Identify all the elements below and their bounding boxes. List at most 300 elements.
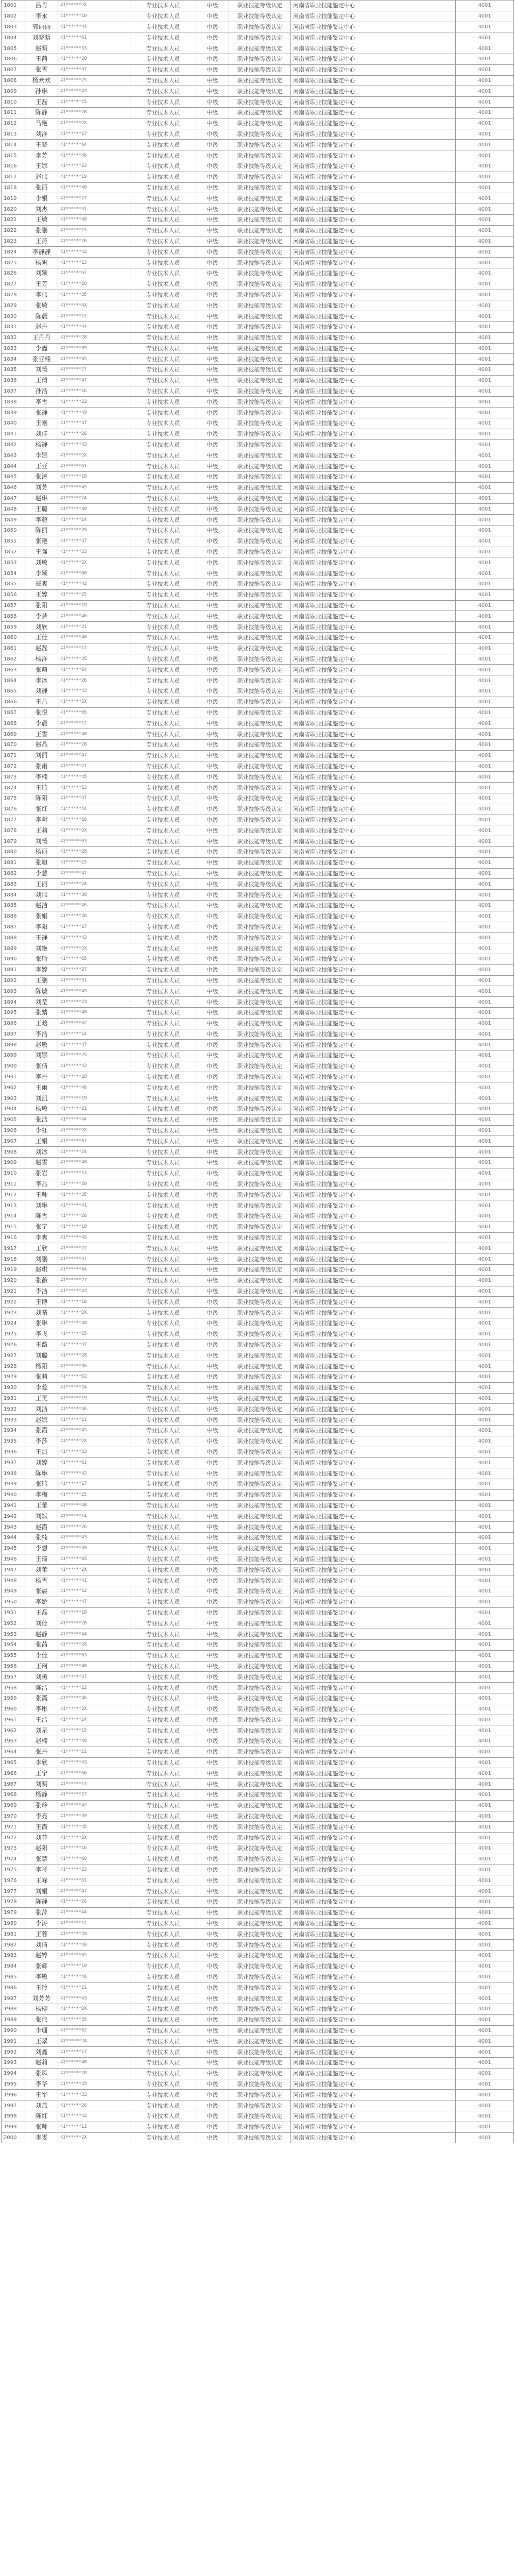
id-number-cell: 41******40 xyxy=(58,1661,130,1672)
code-cell: 4001 xyxy=(456,943,514,954)
table-row xyxy=(2,557,514,568)
organization-cell: 河南省职业技能鉴定中心 xyxy=(291,729,456,740)
exam-type-cell: 职业技能等级认定 xyxy=(229,643,291,654)
name-cell: 赵明 xyxy=(25,43,58,54)
code-cell: 4001 xyxy=(456,493,514,504)
organization-cell: 河南省职业技能鉴定中心 xyxy=(291,890,456,901)
exam-type-cell: 职业技能等级认定 xyxy=(229,1833,291,1843)
id-number-cell: 41******24 xyxy=(58,879,130,890)
organization-cell: 河南省职业技能鉴定中心 xyxy=(291,1372,456,1383)
table-row xyxy=(2,1543,514,1554)
seq-cell: 1978 xyxy=(2,1897,25,1908)
id-number-cell: 41******2X xyxy=(58,118,130,129)
level-cell: 中级 xyxy=(196,1607,229,1618)
name-cell: 王茜 xyxy=(25,54,58,64)
id-number-cell: 41******16 xyxy=(58,1843,130,1854)
exam-type-cell: 职业技能等级认定 xyxy=(229,1597,291,1607)
name-cell: 张静 xyxy=(25,408,58,418)
seq-cell: 1987 xyxy=(2,1993,25,2004)
level-cell: 中级 xyxy=(196,1650,229,1661)
category-cell: 专业技术人员 xyxy=(130,1082,196,1093)
exam-type-cell: 职业技能等级认定 xyxy=(229,2047,291,2058)
name-cell: 张晨 xyxy=(25,1586,58,1597)
seq-cell: 1922 xyxy=(2,1297,25,1308)
name-cell: 刘璐 xyxy=(25,1350,58,1361)
seq-cell: 1898 xyxy=(2,1040,25,1050)
seq-cell: 1868 xyxy=(2,718,25,729)
level-cell: 中级 xyxy=(196,1447,229,1458)
id-number-cell: 41******46 xyxy=(58,900,130,911)
level-cell: 中级 xyxy=(196,1275,229,1286)
organization-cell: 河南省职业技能鉴定中心 xyxy=(291,1650,456,1661)
seq-cell: 1911 xyxy=(2,1179,25,1190)
table-row xyxy=(2,1575,514,1586)
organization-cell: 河南省职业技能鉴定中心 xyxy=(291,1554,456,1565)
exam-type-cell: 职业技能等级认定 xyxy=(229,182,291,193)
exam-type-cell: 职业技能等级认定 xyxy=(229,1007,291,1018)
category-cell: 专业技术人员 xyxy=(130,1704,196,1715)
code-cell: 4001 xyxy=(456,1468,514,1479)
exam-type-cell: 职业技能等级认定 xyxy=(229,1522,291,1533)
id-number-cell: 41******42 xyxy=(58,1468,130,1479)
seq-cell: 1832 xyxy=(2,332,25,343)
id-number-cell: 41******16 xyxy=(58,386,130,397)
organization-cell: 河南省职业技能鉴定中心 xyxy=(291,97,456,108)
code-cell: 4001 xyxy=(456,2058,514,2069)
code-cell: 4001 xyxy=(456,568,514,579)
seq-cell: 1816 xyxy=(2,161,25,172)
level-cell: 中级 xyxy=(196,1565,229,1575)
level-cell: 中级 xyxy=(196,1243,229,1254)
code-cell: 4001 xyxy=(456,697,514,707)
organization-cell: 河南省职业技能鉴定中心 xyxy=(291,1243,456,1254)
id-number-cell: 41******13 xyxy=(58,1168,130,1179)
name-cell: 李婷 xyxy=(25,964,58,975)
name-cell: 刘婷 xyxy=(25,1458,58,1468)
category-cell: 专业技术人员 xyxy=(130,750,196,761)
category-cell: 专业技术人员 xyxy=(130,193,196,204)
id-number-cell: 41******40 xyxy=(58,729,130,740)
exam-type-cell: 职业技能等级认定 xyxy=(229,2122,291,2132)
name-cell: 刘星 xyxy=(25,1725,58,1736)
category-cell: 专业技术人员 xyxy=(130,1136,196,1147)
category-cell: 专业技术人员 xyxy=(130,107,196,118)
level-cell: 中级 xyxy=(196,1629,229,1640)
category-cell: 专业技术人员 xyxy=(130,1,196,11)
id-number-cell: 41******21 xyxy=(58,1747,130,1757)
seq-cell: 1837 xyxy=(2,386,25,397)
seq-cell: 1838 xyxy=(2,397,25,408)
table-row xyxy=(2,268,514,279)
table-row xyxy=(2,1757,514,1768)
code-cell: 4001 xyxy=(456,2014,514,2025)
level-cell: 中级 xyxy=(196,857,229,868)
code-cell: 4001 xyxy=(456,1715,514,1725)
organization-cell: 河南省职业技能鉴定中心 xyxy=(291,321,456,332)
level-cell: 中级 xyxy=(196,1254,229,1265)
exam-type-cell: 职业技能等级认定 xyxy=(229,22,291,32)
organization-cell: 河南省职业技能鉴定中心 xyxy=(291,1875,456,1886)
table-row xyxy=(2,11,514,22)
name-cell: 王晓 xyxy=(25,140,58,150)
category-cell: 专业技术人员 xyxy=(130,1929,196,1940)
name-cell: 李珊 xyxy=(25,2025,58,2036)
organization-cell: 河南省职业技能鉴定中心 xyxy=(291,2068,456,2079)
level-cell: 中级 xyxy=(196,43,229,54)
organization-cell: 河南省职业技能鉴定中心 xyxy=(291,1404,456,1415)
code-cell: 4001 xyxy=(456,236,514,247)
level-cell: 中级 xyxy=(196,214,229,225)
category-cell: 专业技术人员 xyxy=(130,64,196,75)
code-cell: 4001 xyxy=(456,1404,514,1415)
exam-type-cell: 职业技能等级认定 xyxy=(229,1800,291,1811)
exam-type-cell: 职业技能等级认定 xyxy=(229,750,291,761)
organization-cell: 河南省职业技能鉴定中心 xyxy=(291,461,456,472)
level-cell: 中级 xyxy=(196,1114,229,1125)
category-cell: 专业技术人员 xyxy=(130,1072,196,1082)
name-cell: 刘斌 xyxy=(25,1511,58,1522)
level-cell: 中级 xyxy=(196,2090,229,2100)
organization-cell: 河南省职业技能鉴定中心 xyxy=(291,1200,456,1211)
exam-type-cell: 职业技能等级认定 xyxy=(229,611,291,622)
organization-cell: 河南省职业技能鉴定中心 xyxy=(291,547,456,557)
exam-type-cell: 职业技能等级认定 xyxy=(229,515,291,526)
seq-cell: 1845 xyxy=(2,472,25,483)
organization-cell: 河南省职业技能鉴定中心 xyxy=(291,707,456,718)
level-cell: 中级 xyxy=(196,268,229,279)
category-cell: 专业技术人员 xyxy=(130,472,196,483)
code-cell: 4001 xyxy=(456,1158,514,1168)
seq-cell: 1993 xyxy=(2,2058,25,2069)
code-cell: 4001 xyxy=(456,911,514,922)
organization-cell: 河南省职业技能鉴定中心 xyxy=(291,1704,456,1715)
organization-cell: 河南省职业技能鉴定中心 xyxy=(291,311,456,322)
category-cell: 专业技术人员 xyxy=(130,182,196,193)
seq-cell: 1904 xyxy=(2,1104,25,1115)
name-cell: 刘娜 xyxy=(25,1050,58,1061)
id-number-cell: 41******28 xyxy=(58,739,130,750)
table-row xyxy=(2,429,514,439)
organization-cell: 河南省职业技能鉴定中心 xyxy=(291,150,456,161)
category-cell: 专业技术人员 xyxy=(130,1982,196,1993)
code-cell: 4001 xyxy=(456,729,514,740)
name-cell: 王琦 xyxy=(25,1554,58,1565)
level-cell: 中级 xyxy=(196,1190,229,1200)
exam-type-cell: 职业技能等级认定 xyxy=(229,1575,291,1586)
table-row xyxy=(2,1586,514,1597)
name-cell: 刘颖 xyxy=(25,268,58,279)
name-cell: 李欣 xyxy=(25,1757,58,1768)
category-cell: 专业技术人员 xyxy=(130,1093,196,1104)
seq-cell: 1908 xyxy=(2,1147,25,1158)
table-row xyxy=(2,1511,514,1522)
id-number-cell: 41******26 xyxy=(58,1897,130,1908)
seq-cell: 1906 xyxy=(2,1125,25,1136)
code-cell: 4001 xyxy=(456,1415,514,1426)
id-number-cell: 41******12 xyxy=(58,311,130,322)
table-row xyxy=(2,654,514,665)
level-cell: 中级 xyxy=(196,461,229,472)
code-cell: 4001 xyxy=(456,611,514,622)
name-cell: 刘燕 xyxy=(25,2100,58,2111)
category-cell: 专业技术人员 xyxy=(130,1757,196,1768)
category-cell: 专业技术人员 xyxy=(130,2014,196,2025)
exam-type-cell: 职业技能等级认定 xyxy=(229,493,291,504)
code-cell: 4001 xyxy=(456,1683,514,1693)
exam-type-cell: 职业技能等级认定 xyxy=(229,1458,291,1468)
category-cell: 专业技术人员 xyxy=(130,1843,196,1854)
table-row xyxy=(2,1907,514,1918)
level-cell: 中级 xyxy=(196,1040,229,1050)
exam-type-cell: 职业技能等级认定 xyxy=(229,600,291,611)
exam-type-cell: 职业技能等级认定 xyxy=(229,386,291,397)
category-cell: 专业技术人员 xyxy=(130,1340,196,1350)
id-number-cell: 41******2X xyxy=(58,2132,130,2143)
category-cell: 专业技术人员 xyxy=(130,707,196,718)
organization-cell: 河南省职业技能鉴定中心 xyxy=(291,611,456,622)
exam-type-cell: 职业技能等级认定 xyxy=(229,804,291,815)
code-cell: 4001 xyxy=(456,2122,514,2132)
level-cell: 中级 xyxy=(196,665,229,675)
code-cell: 4001 xyxy=(456,879,514,890)
id-number-cell: 41******43 xyxy=(58,439,130,450)
name-cell: 李亮 xyxy=(25,1811,58,1822)
exam-type-cell: 职业技能等级认定 xyxy=(229,868,291,879)
seq-cell: 1961 xyxy=(2,1715,25,1725)
category-cell: 专业技术人员 xyxy=(130,2047,196,2058)
level-cell: 中级 xyxy=(196,97,229,108)
code-cell: 4001 xyxy=(456,2079,514,2090)
name-cell: 张露 xyxy=(25,1693,58,1704)
exam-type-cell: 职业技能等级认定 xyxy=(229,2036,291,2047)
category-cell: 专业技术人员 xyxy=(130,1222,196,1232)
table-row xyxy=(2,954,514,964)
exam-type-cell: 职业技能等级认定 xyxy=(229,1061,291,1072)
category-cell: 专业技术人员 xyxy=(130,461,196,472)
name-cell: 王宁 xyxy=(25,1768,58,1779)
exam-type-cell: 职业技能等级认定 xyxy=(229,900,291,911)
seq-cell: 1903 xyxy=(2,1093,25,1104)
category-cell: 专业技术人员 xyxy=(130,1372,196,1383)
id-number-cell: 41******13 xyxy=(58,1779,130,1790)
level-cell: 中级 xyxy=(196,1018,229,1029)
level-cell: 中级 xyxy=(196,1693,229,1704)
id-number-cell: 41******44 xyxy=(58,22,130,32)
exam-type-cell: 职业技能等级认定 xyxy=(229,1822,291,1833)
category-cell: 专业技术人员 xyxy=(130,986,196,997)
organization-cell: 河南省职业技能鉴定中心 xyxy=(291,86,456,97)
seq-cell: 1894 xyxy=(2,997,25,1008)
name-cell: 李想 xyxy=(25,1543,58,1554)
category-cell: 专业技术人员 xyxy=(130,1629,196,1640)
exam-type-cell: 职业技能等级认定 xyxy=(229,97,291,108)
code-cell: 4001 xyxy=(456,622,514,633)
level-cell: 中级 xyxy=(196,868,229,879)
organization-cell: 河南省职业技能鉴定中心 xyxy=(291,1747,456,1757)
name-cell: 王雪 xyxy=(25,729,58,740)
code-cell: 4001 xyxy=(456,868,514,879)
organization-cell: 河南省职业技能鉴定中心 xyxy=(291,515,456,526)
id-number-cell: 41******20 xyxy=(58,2068,130,2079)
organization-cell: 河南省职业技能鉴定中心 xyxy=(291,557,456,568)
code-cell: 4001 xyxy=(456,1243,514,1254)
code-cell: 4001 xyxy=(456,1061,514,1072)
table-row xyxy=(2,75,514,86)
organization-cell: 河南省职业技能鉴定中心 xyxy=(291,172,456,182)
category-cell: 专业技术人员 xyxy=(130,311,196,322)
id-number-cell: 41******15 xyxy=(58,857,130,868)
level-cell: 中级 xyxy=(196,890,229,901)
category-cell: 专业技术人员 xyxy=(130,1897,196,1908)
seq-cell: 1915 xyxy=(2,1222,25,1232)
name-cell: 赵磊 xyxy=(25,643,58,654)
name-cell: 刘莹 xyxy=(25,997,58,1008)
id-number-cell: 41******14 xyxy=(58,1029,130,1040)
exam-type-cell: 职业技能等级认定 xyxy=(229,1415,291,1426)
category-cell: 专业技术人员 xyxy=(130,2036,196,2047)
category-cell: 专业技术人员 xyxy=(130,1179,196,1190)
name-cell: 张鹏 xyxy=(25,225,58,236)
code-cell: 4001 xyxy=(456,2025,514,2036)
organization-cell: 河南省职业技能鉴定中心 xyxy=(291,247,456,258)
exam-type-cell: 职业技能等级认定 xyxy=(229,343,291,354)
id-number-cell: 41******47 xyxy=(58,1597,130,1607)
category-cell: 专业技术人员 xyxy=(130,568,196,579)
category-cell: 专业技术人员 xyxy=(130,1951,196,1961)
name-cell: 刘勇 xyxy=(25,1672,58,1683)
exam-type-cell: 职业技能等级认定 xyxy=(229,1,291,11)
table-row xyxy=(2,2090,514,2100)
table-row xyxy=(2,547,514,557)
organization-cell: 河南省职业技能鉴定中心 xyxy=(291,1447,456,1458)
seq-cell: 1849 xyxy=(2,515,25,526)
organization-cell: 河南省职业技能鉴定中心 xyxy=(291,1489,456,1500)
seq-cell: 1974 xyxy=(2,1854,25,1865)
exam-type-cell: 职业技能等级认定 xyxy=(229,1511,291,1522)
table-row xyxy=(2,846,514,857)
code-cell: 4001 xyxy=(456,857,514,868)
level-cell: 中级 xyxy=(196,2122,229,2132)
table-row xyxy=(2,665,514,675)
exam-type-cell: 职业技能等级认定 xyxy=(229,536,291,547)
table-row xyxy=(2,1522,514,1533)
id-number-cell: 41******11 xyxy=(58,2122,130,2132)
seq-cell: 1969 xyxy=(2,1800,25,1811)
level-cell: 中级 xyxy=(196,718,229,729)
category-cell: 专业技术人员 xyxy=(130,697,196,707)
seq-cell: 1917 xyxy=(2,1243,25,1254)
id-number-cell: 41******17 xyxy=(58,2047,130,2058)
table-row xyxy=(2,1833,514,1843)
level-cell: 中级 xyxy=(196,697,229,707)
category-cell: 专业技术人员 xyxy=(130,1040,196,1050)
level-cell: 中级 xyxy=(196,1736,229,1747)
category-cell: 专业技术人员 xyxy=(130,804,196,815)
organization-cell: 河南省职业技能鉴定中心 xyxy=(291,1886,456,1897)
exam-type-cell: 职业技能等级认定 xyxy=(229,129,291,140)
id-number-cell: 41******18 xyxy=(58,1607,130,1618)
seq-cell: 1848 xyxy=(2,504,25,515)
name-cell: 李彤 xyxy=(25,1704,58,1715)
name-cell: 李琴 xyxy=(25,1865,58,1875)
level-cell: 中级 xyxy=(196,1822,229,1833)
exam-type-cell: 职业技能等级认定 xyxy=(229,739,291,750)
category-cell: 专业技术人员 xyxy=(130,1800,196,1811)
organization-cell: 河南省职业技能鉴定中心 xyxy=(291,1897,456,1908)
organization-cell: 河南省职业技能鉴定中心 xyxy=(291,1629,456,1640)
table-row xyxy=(2,1007,514,1018)
name-cell: 孙琳 xyxy=(25,86,58,97)
code-cell: 4001 xyxy=(456,804,514,815)
organization-cell: 河南省职业技能鉴定中心 xyxy=(291,1093,456,1104)
seq-cell: 1836 xyxy=(2,375,25,386)
organization-cell: 河南省职业技能鉴定中心 xyxy=(291,11,456,22)
organization-cell: 河南省职业技能鉴定中心 xyxy=(291,1286,456,1297)
name-cell: 李爽 xyxy=(25,1232,58,1243)
category-cell: 专业技术人员 xyxy=(130,526,196,536)
code-cell: 4001 xyxy=(456,1082,514,1093)
organization-cell: 河南省职业技能鉴定中心 xyxy=(291,1565,456,1575)
category-cell: 专业技术人员 xyxy=(130,1254,196,1265)
table-row xyxy=(2,1340,514,1350)
level-cell: 中级 xyxy=(196,2047,229,2058)
name-cell: 陈红 xyxy=(25,2111,58,2122)
level-cell: 中级 xyxy=(196,1147,229,1158)
id-number-cell: 41******24 xyxy=(58,493,130,504)
id-number-cell: 41******45 xyxy=(58,482,130,493)
seq-cell: 1991 xyxy=(2,2036,25,2047)
category-cell: 专业技术人员 xyxy=(130,557,196,568)
seq-cell: 1977 xyxy=(2,1886,25,1897)
level-cell: 中级 xyxy=(196,161,229,172)
exam-type-cell: 职业技能等级认定 xyxy=(229,2111,291,2122)
organization-cell: 河南省职业技能鉴定中心 xyxy=(291,900,456,911)
name-cell: 赵霞 xyxy=(25,1522,58,1533)
code-cell: 4001 xyxy=(456,290,514,300)
code-cell: 4001 xyxy=(456,2132,514,2143)
code-cell: 4001 xyxy=(456,1308,514,1318)
exam-type-cell: 职业技能等级认定 xyxy=(229,1158,291,1168)
id-number-cell: 41******15 xyxy=(58,225,130,236)
name-cell: 杨雪 xyxy=(25,1575,58,1586)
category-cell: 专业技术人员 xyxy=(130,1415,196,1426)
level-cell: 中级 xyxy=(196,579,229,590)
code-cell: 4001 xyxy=(456,1297,514,1308)
level-cell: 中级 xyxy=(196,2004,229,2015)
level-cell: 中级 xyxy=(196,1093,229,1104)
organization-cell: 河南省职业技能鉴定中心 xyxy=(291,622,456,633)
code-cell: 4001 xyxy=(456,129,514,140)
exam-type-cell: 职业技能等级认定 xyxy=(229,150,291,161)
name-cell: 刘凯 xyxy=(25,1093,58,1104)
name-cell: 王瑞 xyxy=(25,783,58,793)
name-cell: 陈静 xyxy=(25,107,58,118)
seq-cell: 1976 xyxy=(2,1875,25,1886)
seq-cell: 1988 xyxy=(2,2004,25,2015)
id-number-cell: 41******31 xyxy=(58,1875,130,1886)
exam-type-cell: 职业技能等级认定 xyxy=(229,568,291,579)
table-row xyxy=(2,1,514,11)
code-cell: 4001 xyxy=(456,1575,514,1586)
exam-type-cell: 职业技能等级认定 xyxy=(229,1147,291,1158)
exam-type-cell: 职业技能等级认定 xyxy=(229,418,291,429)
level-cell: 中级 xyxy=(196,783,229,793)
category-cell: 专业技术人员 xyxy=(130,343,196,354)
seq-cell: 1968 xyxy=(2,1790,25,1801)
exam-type-cell: 职业技能等级认定 xyxy=(229,1093,291,1104)
level-cell: 中级 xyxy=(196,1415,229,1426)
id-number-cell: 41******37 xyxy=(58,418,130,429)
